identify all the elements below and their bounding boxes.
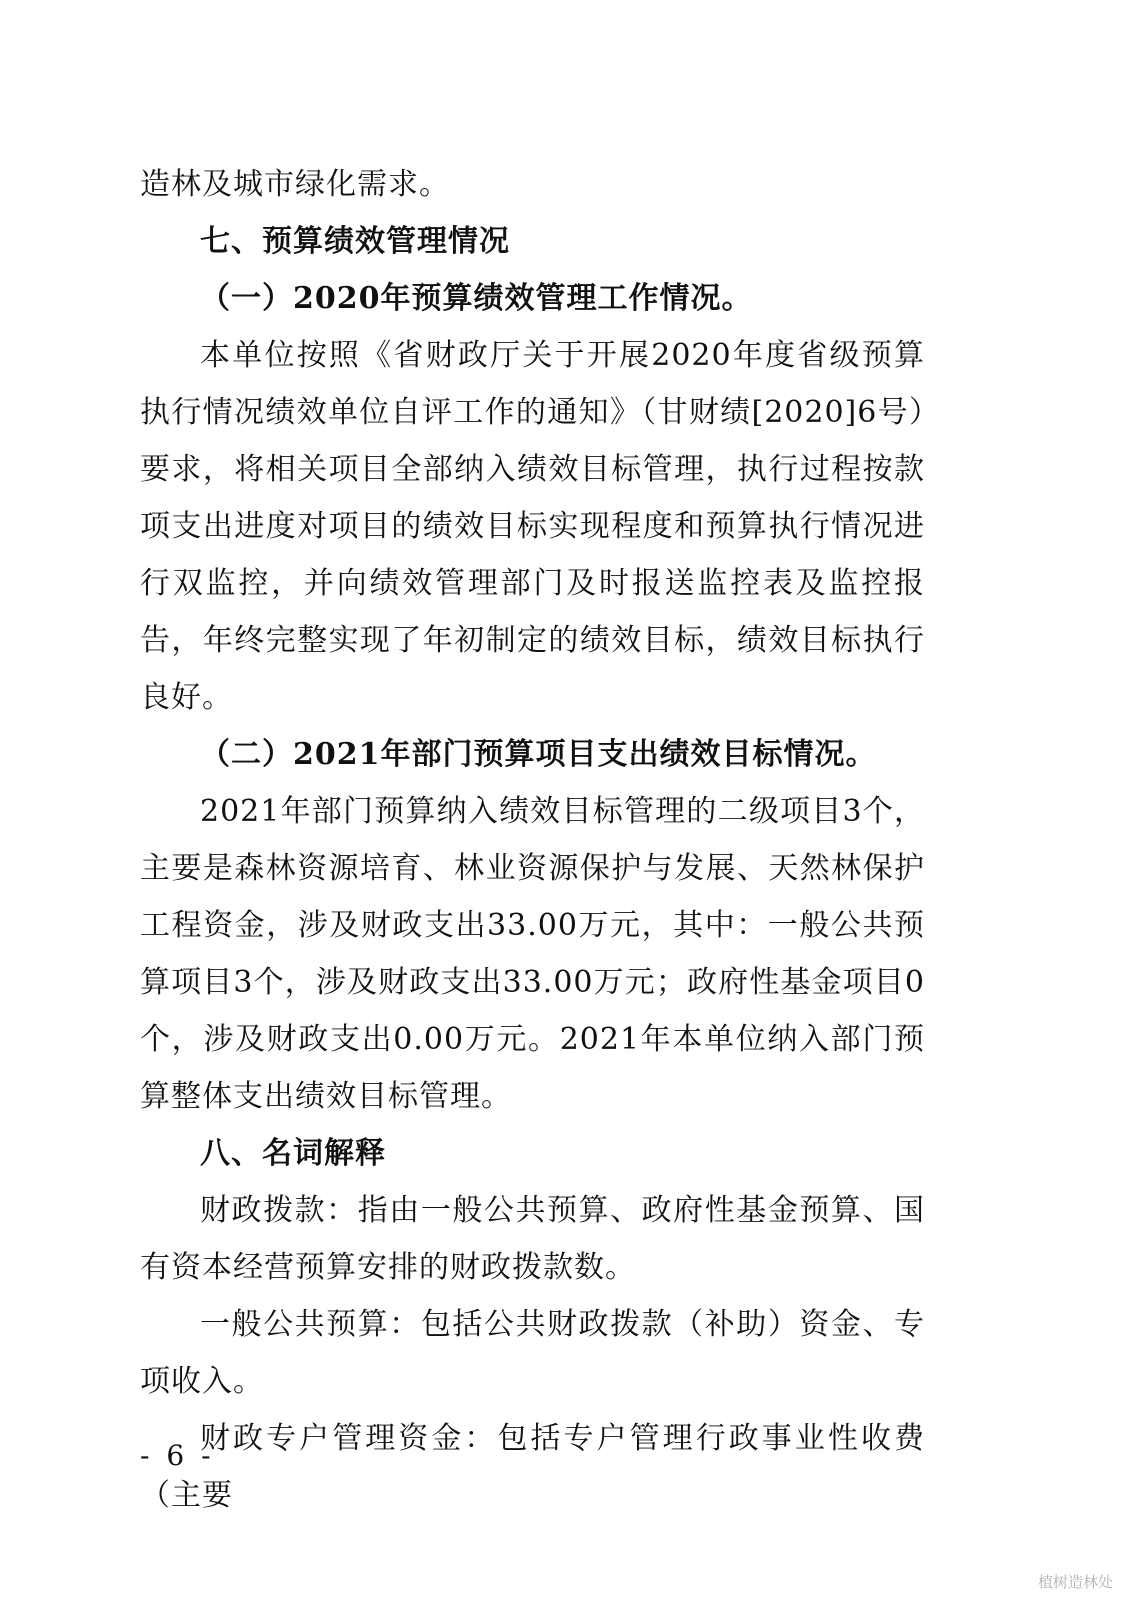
paragraph-targets-2021: 2021年部门预算纳入绩效目标管理的二级项目3个，主要是森林资源培育、林业资源保护与发展、天然林保护工程资金，涉及财政支出33.00万元，其中：一般公共预算项目3个，涉及财政支出33.00万元；政府性基金项目0个，涉及财政支出0.00万元。2021年本单位纳入部门预算整体支出绩效目标管理。 (140, 794, 925, 1114)
document-body (140, 156, 925, 1524)
subsection-heading-7-1: （一）2020年预算绩效管理工作情况。 (200, 281, 753, 316)
paragraph-term-fiscal-appropriation: 财政拨款：指由一般公共预算、政府性基金预算、国有资本经营预算安排的财政拨款数。 (140, 1193, 925, 1285)
watermark-stamp: 植树造林处 (1037, 1573, 1113, 1591)
section-heading-7: 七、预算绩效管理情况 (200, 224, 510, 259)
paragraph-term-general-budget: 一般公共预算：包括公共财政拨款（补助）资金、专项收入。 (140, 1307, 925, 1399)
paragraph-performance-2020: 本单位按照《省财政厅关于开展2020年度省级预算执行情况绩效单位自评工作的通知》（甘财绩[2020]6号）要求，将相关项目全部纳入绩效目标管理，执行过程按款项支出进度对项目的绩效目标实现程度和预算执行情况进行双监控，并向绩效管理部门及时报送监控表及监控报告，年终完整实现了年初制定的绩效目标，绩效目标执行良好。 (140, 338, 925, 715)
section-heading-8: 八、名词解释 (200, 1136, 386, 1171)
subsection-heading-7-2: （二）2021年部门预算项目支出绩效目标情况。 (200, 737, 877, 772)
paragraph-term-special-account: 财政专户管理资金：包括专户管理行政事业性收费（主要 (140, 1421, 925, 1513)
paragraph-continuation: 造林及城市绿化需求。 (140, 167, 450, 202)
page-number: - 6 - (140, 1439, 215, 1472)
